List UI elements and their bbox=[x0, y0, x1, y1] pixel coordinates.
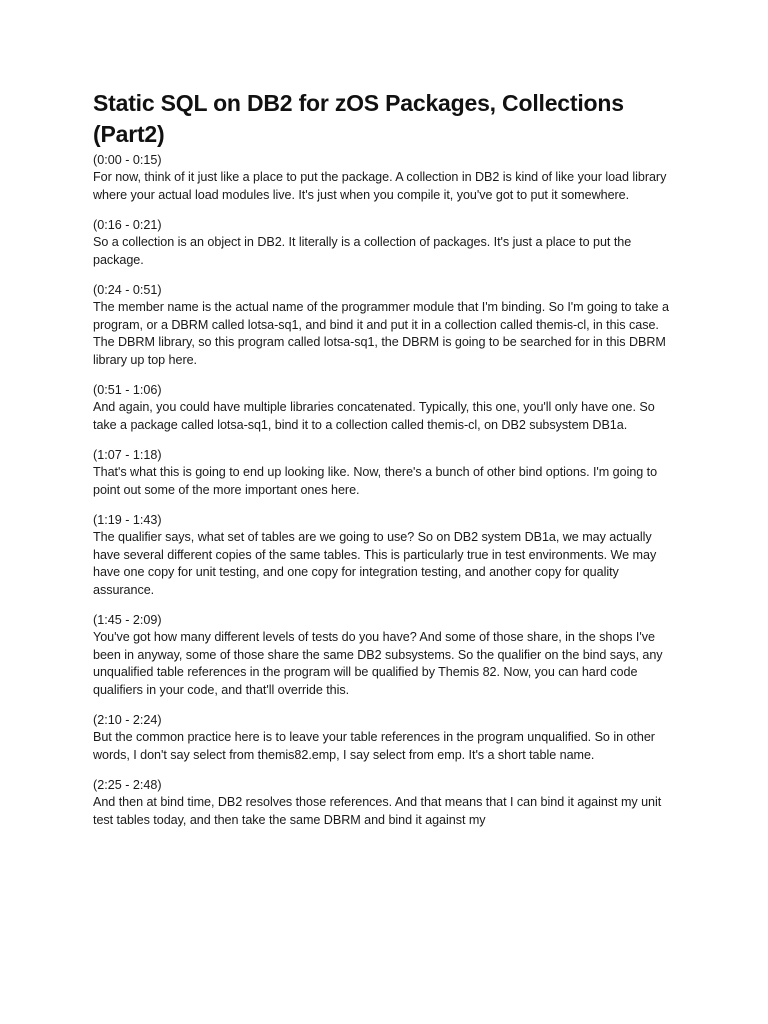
segment-text: So a collection is an object in DB2. It literally is a collection of packages. It's just a place to put the package. bbox=[93, 235, 632, 267]
segment-text: You've got how many different levels of tests do you have? And some of those share, in the shops I've been in anyway, some of those share the same DB2 subsystems. So the qualifier on the bind says, any unqualified table references in the program will be qualified by Themis 82. Now, you can hard code qualifiers in your code, and that'll override this. bbox=[93, 630, 663, 697]
segment-text: And then at bind time, DB2 resolves those references. And that means that I can bind it against my unit test tables today, and then take the same DBRM and bind it against my bbox=[93, 795, 662, 827]
segment-text: And again, you could have multiple libraries concatenated. Typically, this one, you'll only have one. So take a package called lotsa-sq1, bind it to a collection called themis-cl, on DB2 subsystem DB1a. bbox=[93, 400, 655, 432]
segment-timestamp: (1:45 - 2:09) bbox=[93, 613, 162, 627]
transcript-segment bbox=[93, 281, 678, 369]
transcript-segment bbox=[93, 776, 678, 829]
segment-timestamp: (2:25 - 2:48) bbox=[93, 778, 162, 792]
segment-timestamp: (0:24 - 0:51) bbox=[93, 283, 162, 297]
transcript-segment bbox=[93, 381, 678, 434]
transcript-segment bbox=[93, 446, 678, 499]
transcript-segment bbox=[93, 216, 678, 269]
segment-text: The qualifier says, what set of tables are we going to use? So on DB2 system DB1a, we may actually have several different copies of the same tables. This is particularly true in test environments. We may have one copy for unit testing, and one copy for integration testing, and another copy for quality assurance. bbox=[93, 530, 657, 597]
transcript-segments bbox=[93, 151, 678, 829]
segment-timestamp: (0:51 - 1:06) bbox=[93, 383, 162, 397]
segment-timestamp: (1:07 - 1:18) bbox=[93, 448, 162, 462]
segment-timestamp: (0:16 - 0:21) bbox=[93, 218, 162, 232]
segment-timestamp: (1:19 - 1:43) bbox=[93, 513, 162, 527]
document-title: Static SQL on DB2 for zOS Packages, Collections (Part2) bbox=[93, 90, 624, 147]
segment-text: For now, think of it just like a place to put the package. A collection in DB2 is kind of like your load library where your actual load modules live. It's just when you compile it, you've got to put it somewhere. bbox=[93, 170, 667, 202]
segment-text: That's what this is going to end up looking like. Now, there's a bunch of other bind options. I'm going to point out some of the more important ones here. bbox=[93, 465, 658, 497]
transcript-segment bbox=[93, 511, 678, 599]
segment-timestamp: (2:10 - 2:24) bbox=[93, 713, 162, 727]
document-page bbox=[93, 88, 678, 841]
transcript-segment bbox=[93, 151, 678, 204]
segment-text: The member name is the actual name of the programmer module that I'm binding. So I'm going to take a program, or a DBRM called lotsa-sq1, and bind it and put it in a collection called themis-cl, in this case. The DBRM library, so this program called lotsa-sq1, the DBRM is going to be searched for in this DBRM library up top here. bbox=[93, 300, 669, 367]
segment-timestamp: (0:00 - 0:15) bbox=[93, 153, 162, 167]
transcript-segment bbox=[93, 711, 678, 764]
transcript-segment bbox=[93, 611, 678, 699]
segment-text: But the common practice here is to leave your table references in the program unqualified. So in other words, I don't say select from themis82.emp, I say select from emp. It's a short table name. bbox=[93, 730, 655, 762]
